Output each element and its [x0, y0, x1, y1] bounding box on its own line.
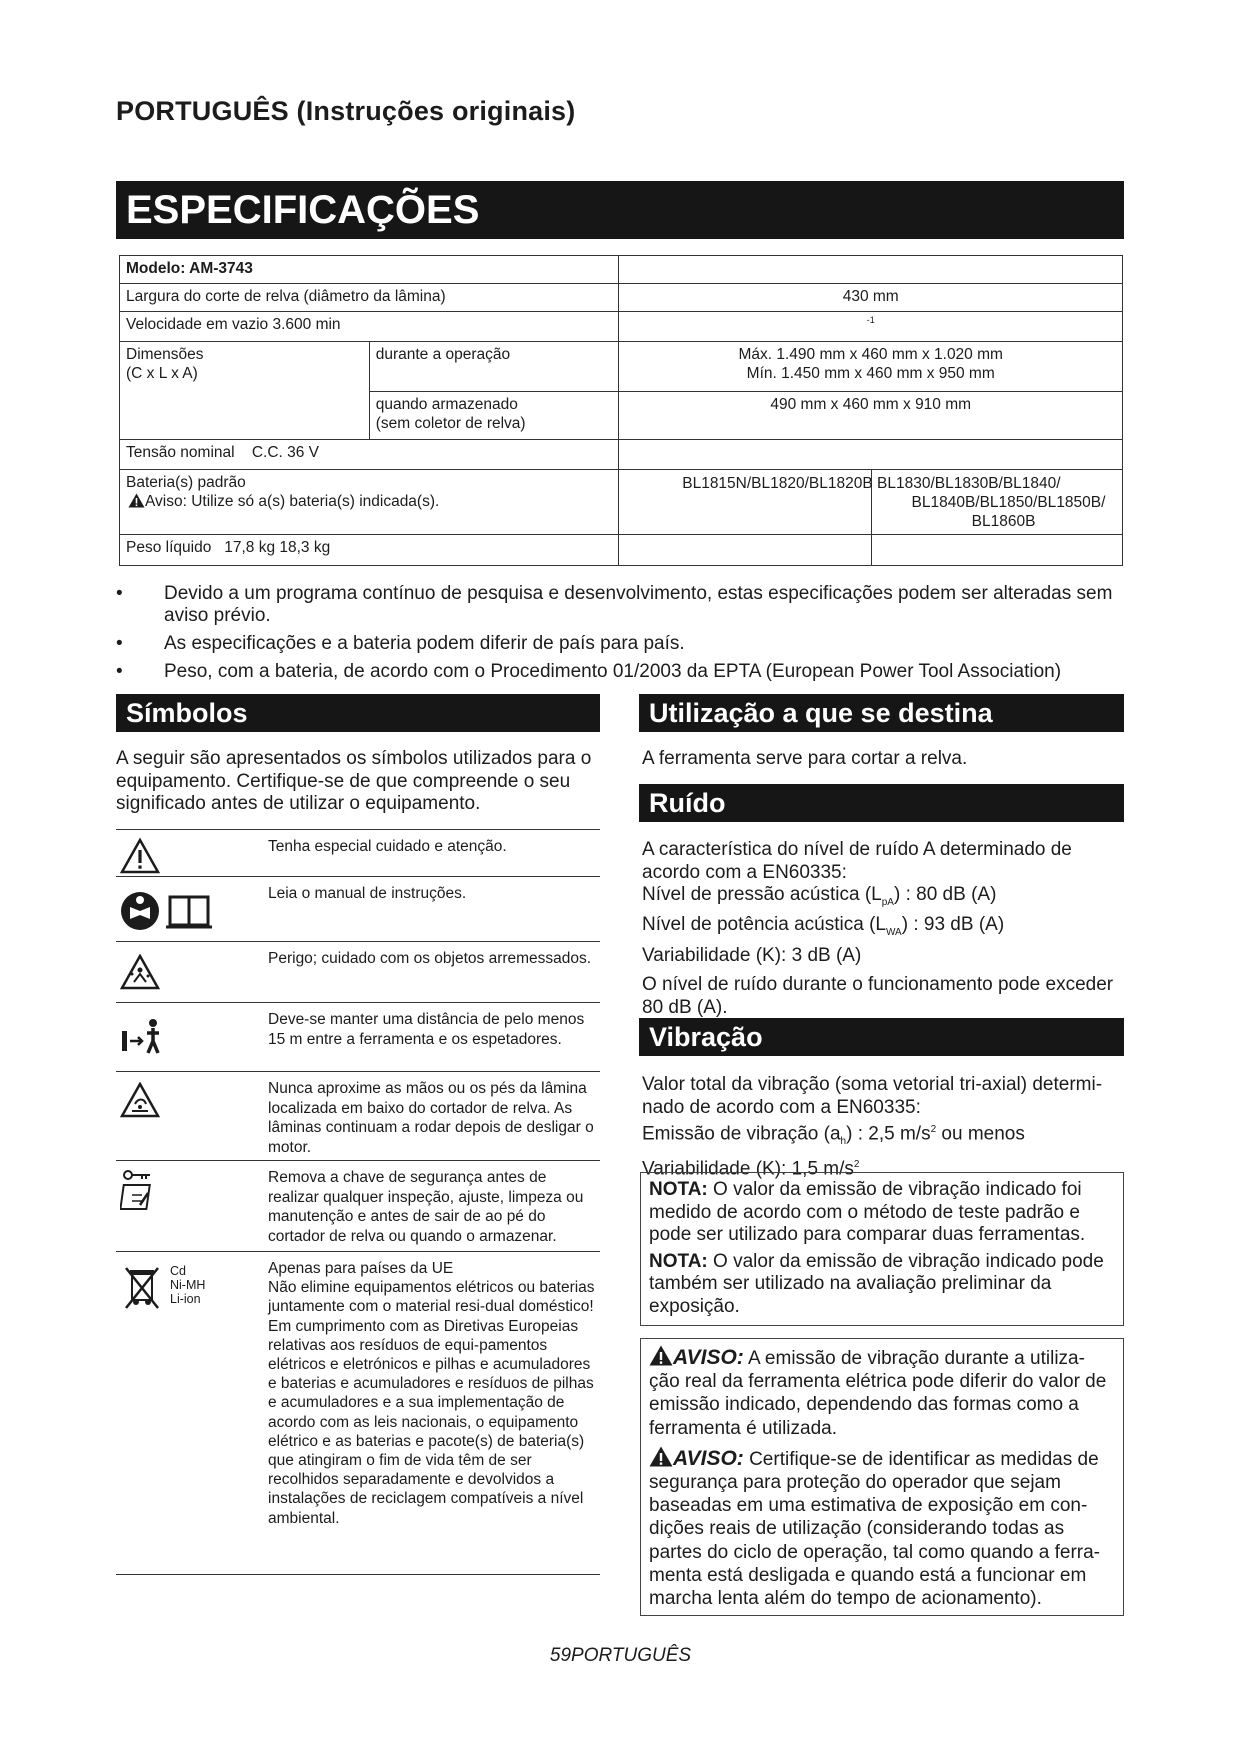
cutting-width-value: 430 mm — [619, 284, 1123, 312]
stored-dimensions-value: 490 mm x 460 mm x 910 mm — [619, 392, 1123, 440]
net-weight-value-cell — [619, 535, 1123, 566]
warning-triangle-icon — [649, 1446, 673, 1467]
thrown-objects-icon — [120, 954, 160, 990]
table-row: Cd Ni-MH Li-ion Apenas para países da UE Não elimine equipamentos elétricos ou baterias juntamente com o material resi-dual doméstico! Em cumprimento com as Diretivas Europeias relativas aos resíduos de equi-pamentos elétricos e eletrónicos e pilhas e acumuladores e baterias e acumuladores e resíduos de pilhas e acumuladores e a sua implementação de acordo com as leis nacionais, o equipamento elétrico e as baterias e pacote(s) de bateria(s) que atingiram o fim de vida têm de ser recolhidos separadamente e devolvidos a instalações de reciclagem compatíveis a nível ambiental. — [116, 1252, 600, 1575]
symbols-banner: Símbolos — [116, 694, 600, 732]
battery-value: BL1815N/BL1820/BL1820B BL1830/BL1830B/BL1840/ BL1840B/BL1850/BL1850B/ BL1860B — [619, 470, 1123, 535]
noise-banner: Ruído — [639, 784, 1124, 822]
operating-label: durante a operação — [369, 342, 619, 392]
warning-triangle-icon — [128, 493, 145, 508]
table-row: Tenha especial cuidado e atenção. — [116, 830, 600, 877]
remove-key-icon — [120, 1169, 160, 1213]
no-load-speed-label: Velocidade em vazio 3.600 min — [120, 312, 619, 342]
net-weight-row: Peso líquido 17,8 kg 18,3 kg — [120, 535, 619, 566]
read-manual-icon — [120, 889, 216, 933]
warning-triangle-icon — [649, 1345, 673, 1366]
operating-dimensions-value: Máx. 1.490 mm x 460 mm x 1.020 mm Mín. 1.450 mm x 460 mm x 950 mm — [619, 342, 1123, 392]
noise-section: A característica do nível de ruído A determinado de acordo com a EN60335: Nível de pressão acústica $(L_{pA})$ : 80 dB (A) Nível de potência acústica $(L_{WA})$ : 93 dB (A) Variabilidade (K): 3 dB (A) O nível de ruído durante o funcionamento pode exceder 80 dB (A). — [642, 839, 1114, 1018]
symbols-table — [116, 829, 600, 1575]
table-row: Perigo; cuidado com os objetos arremessados. — [116, 942, 600, 1003]
vibration-section: Valor total da vibração (soma vetorial tri-axial) determi-nado de acordo com a EN60335: Emissão de vibração $(a_h)$ : 2,5 $m/s^2$ ou menos Variabilidade (K): 1,5 $m/s^2$ — [642, 1074, 1103, 1179]
keep-distance-icon — [120, 1017, 164, 1057]
model-value-cell — [619, 256, 1123, 284]
vibration-notes-box: NOTA: O valor da emissão de vibração indicado foi medido de acordo com o método de teste padrão e pode ser utilizado para comparar duas ferramentas. NOTA: O valor da emissão de vibração indicado pode também ser utilizado na avaliação preliminar da exposição. — [640, 1172, 1124, 1326]
table-row: Deve-se manter uma distância de pelo menos 15 m entre a ferramenta e os espetadores. — [116, 1003, 600, 1072]
model-cell: Modelo: AM-3743 — [120, 256, 619, 284]
list-item: • As especificações e a bateria podem diferir de país para país. — [116, 633, 685, 654]
no-load-speed-superscript: -1 — [619, 312, 1123, 342]
stored-label: quando armazenado (sem coletor de relva) — [369, 392, 619, 440]
list-item: • Peso, com a bateria, de acordo com o Procedimento 01/2003 da EPTA (European Power Tool Association) — [116, 661, 1062, 682]
vibration-warnings-box: AVISO: A emissão de vibração durante a utiliza-ção real da ferramenta elétrica pode diferir do valor de emissão indicado, dependendo das formas como a ferramenta é utilizada. AVISO: Certifique-se de identificar as medidas de segurança para proteção do operador que sejam baseadas em uma estimativa de exposição em con-dições reais de utilização (considerando todas as partes do ciclo de operação, tal como quando a ferra-menta está desligada e quando está a funcionar em marcha lenta além do tempo de acionamento). — [640, 1338, 1124, 1616]
cutting-width-label: Largura do corte de relva (diâmetro da lâmina) — [120, 284, 619, 312]
table-row: Remova a chave de segurança antes de realizar qualquer inspeção, ajuste, limpeza ou manutenção e antes de sair de ao pé do cortador de relva ou quando o armazenar. — [116, 1161, 600, 1252]
vibration-banner: Vibração — [639, 1018, 1124, 1056]
table-row: Leia o manual de instruções. — [116, 877, 600, 942]
table-row: Nunca aproxime as mãos ou os pés da lâmina localizada em baixo do cortador de relva. As lâminas continuam a rodar depois de desligar o motor. — [116, 1072, 600, 1161]
warning-triangle-icon — [120, 838, 160, 874]
list-item: • Devido a um programa contínuo de pesquisa e desenvolvimento, estas especificações podem ser alteradas sem aviso prévio. — [116, 583, 1113, 626]
battery-label: Bateria(s) padrão Aviso: Utilize só a(s) bateria(s) indicada(s). — [120, 470, 619, 535]
weee-bin-icon — [122, 1264, 162, 1312]
intended-use-banner: Utilização a que se destina — [639, 694, 1124, 732]
blade-hand-foot-icon — [120, 1082, 160, 1118]
page-title: PORTUGUÊS (Instruções originais) — [116, 96, 576, 126]
intended-use-text: A ferramenta serve para cortar a relva. — [642, 748, 968, 769]
page-footer: 59PORTUGUÊS — [549, 1645, 692, 1666]
symbols-intro: A seguir são apresentados os símbolos utilizados para o equipamento. Certifique-se de que compreende o seu significado antes de utilizar o equipamento. — [116, 748, 592, 814]
rated-voltage-value-cell — [619, 440, 1123, 470]
spec-notes — [116, 583, 1126, 689]
dimensions-label: Dimensões (C x L x A) — [120, 342, 370, 440]
specifications-banner: ESPECIFICAÇÕES — [116, 181, 1124, 239]
rated-voltage-row: Tensão nominal C.C. 36 V — [120, 440, 619, 470]
specifications-table — [119, 255, 1123, 566]
weee-chemistry-labels: Cd Ni-MH Li-ion — [170, 1264, 206, 1306]
